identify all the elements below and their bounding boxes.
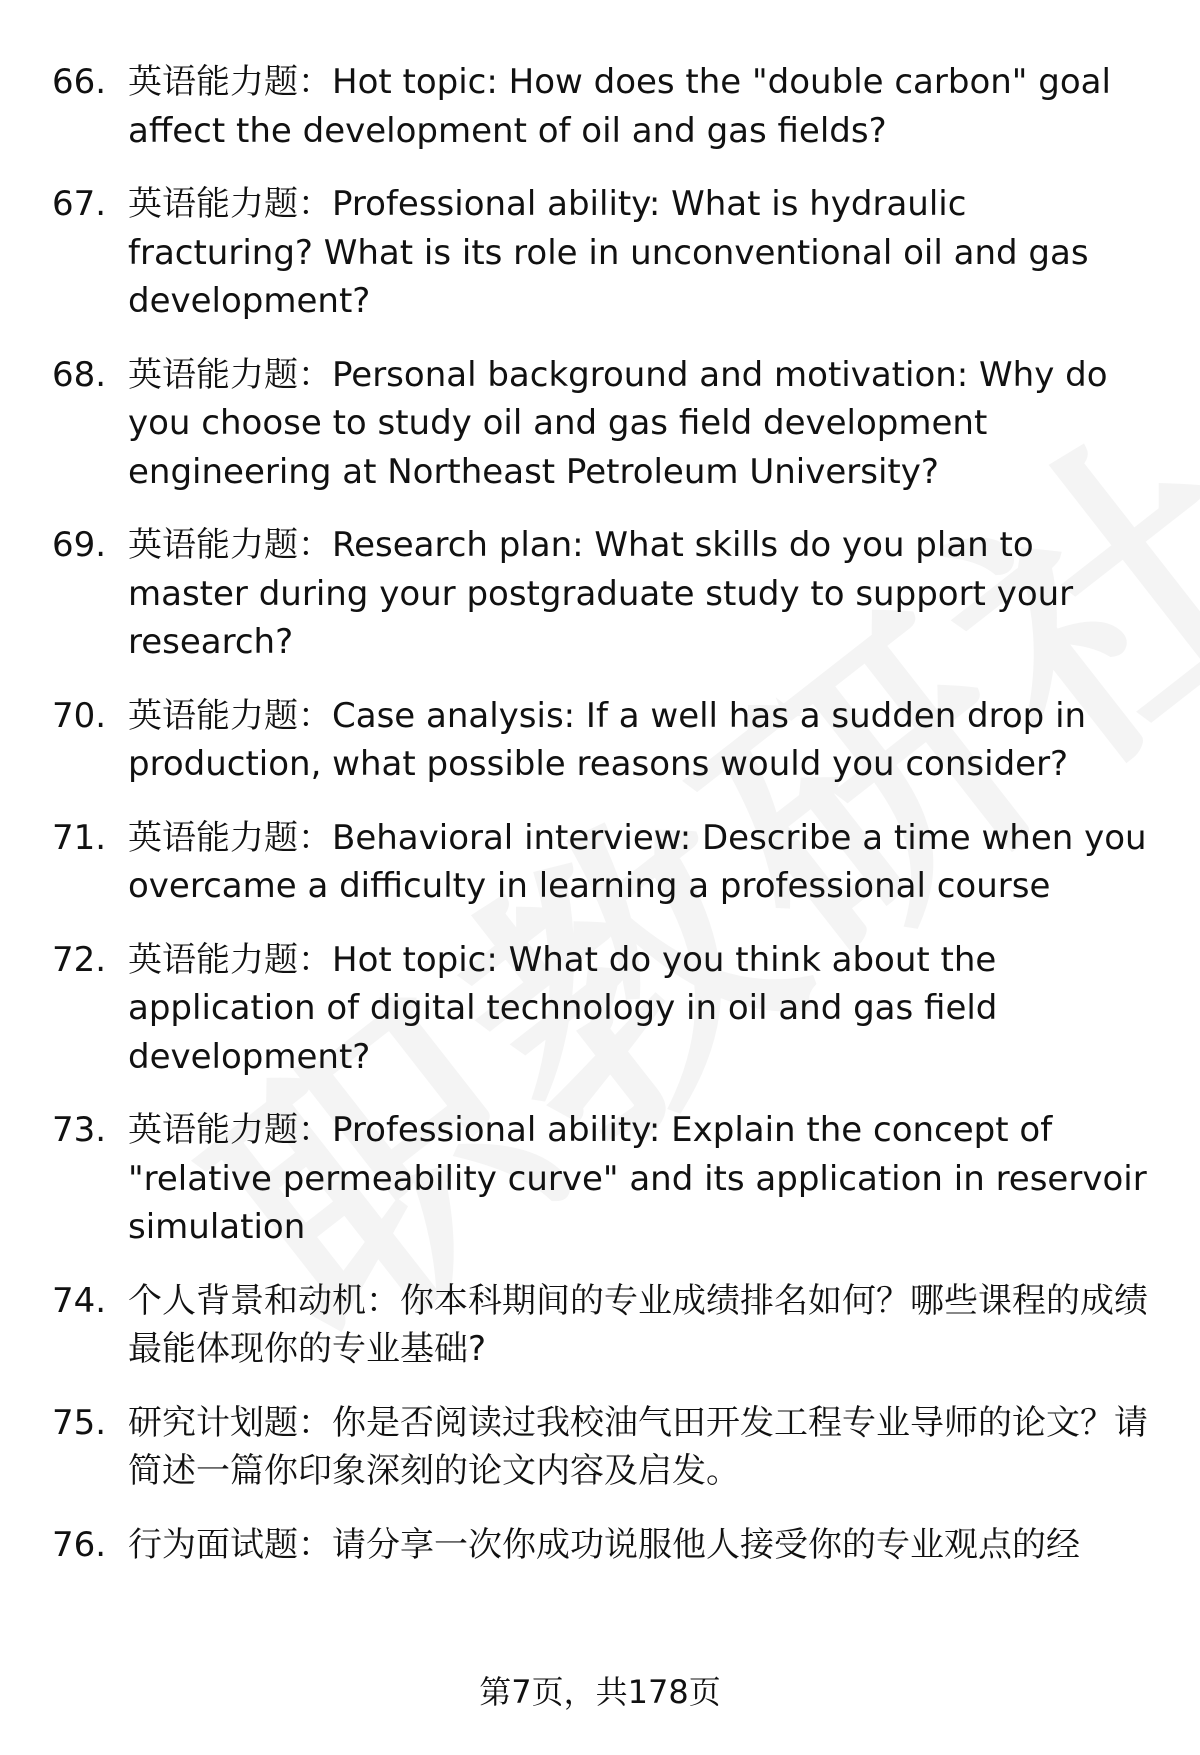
question-text: 英语能力题：Professional ability: What is hydraulic fracturing? What is its role in unconventional oil and gas development? bbox=[128, 184, 1089, 321]
question-number: 68. bbox=[52, 354, 107, 395]
question-item bbox=[0, 1521, 1200, 1570]
question-text: 个人背景和动机：你本科期间的专业成绩排名如何？哪些课程的成绩最能体现你的专业基础? bbox=[128, 1280, 1148, 1369]
question-number: 69. bbox=[52, 525, 107, 565]
question-text: 英语能力题：Hot topic: What do you think about the application of digital technology in oil and gas field development? bbox=[128, 939, 998, 1077]
question-number: 73. bbox=[52, 1110, 107, 1150]
question-item bbox=[0, 1106, 1200, 1252]
question-text: 英语能力题：Research plan: What skills do you plan to master during your postgraduate study to support your research? bbox=[128, 525, 1074, 662]
question-number: 75. bbox=[52, 1402, 107, 1443]
question-text: 行为面试题：请分享一次你成功说服他人接受你的专业观点的经 bbox=[128, 1524, 1080, 1565]
question-item bbox=[0, 58, 1200, 155]
question-item bbox=[0, 1277, 1200, 1374]
question-list bbox=[0, 58, 1200, 1569]
question-item bbox=[0, 936, 1200, 1082]
question-text: 英语能力题：Personal background and motivation: Why do you choose to study oil and gas field development engineering at Northeast Petroleum University? bbox=[128, 354, 1108, 492]
question-item bbox=[0, 1399, 1200, 1496]
question-item bbox=[0, 351, 1200, 497]
question-item bbox=[0, 180, 1200, 326]
question-number: 72. bbox=[52, 939, 107, 980]
question-text: 研究计划题：你是否阅读过我校油气田开发工程专业导师的论文？请简述一篇你印象深刻的论文内容及启发。 bbox=[128, 1402, 1148, 1491]
question-number: 71. bbox=[52, 817, 107, 858]
question-text: 英语能力题：Hot topic: How does the "double carbon" goal affect the development of oil and gas fields? bbox=[128, 62, 1111, 151]
question-text: 英语能力题：Professional ability: Explain the concept of "relative permeability curve" and its application in reservoir simulation bbox=[128, 1110, 1147, 1247]
question-number: 74. bbox=[52, 1280, 107, 1321]
question-item bbox=[0, 692, 1200, 789]
question-item bbox=[0, 521, 1200, 667]
question-text: 英语能力题：Case analysis: If a well has a sudden drop in production, what possible reasons would you consider? bbox=[128, 695, 1087, 784]
question-number: 66. bbox=[52, 62, 107, 102]
page-footer: 第7页，共178页 bbox=[479, 1673, 721, 1711]
question-text: 英语能力题：Behavioral interview: Describe a time when you overcame a difficulty in learning a professional course bbox=[128, 817, 1147, 906]
question-number: 76. bbox=[52, 1524, 107, 1565]
question-number: 70. bbox=[52, 695, 107, 736]
question-number: 67. bbox=[52, 184, 107, 224]
question-item bbox=[0, 814, 1200, 911]
